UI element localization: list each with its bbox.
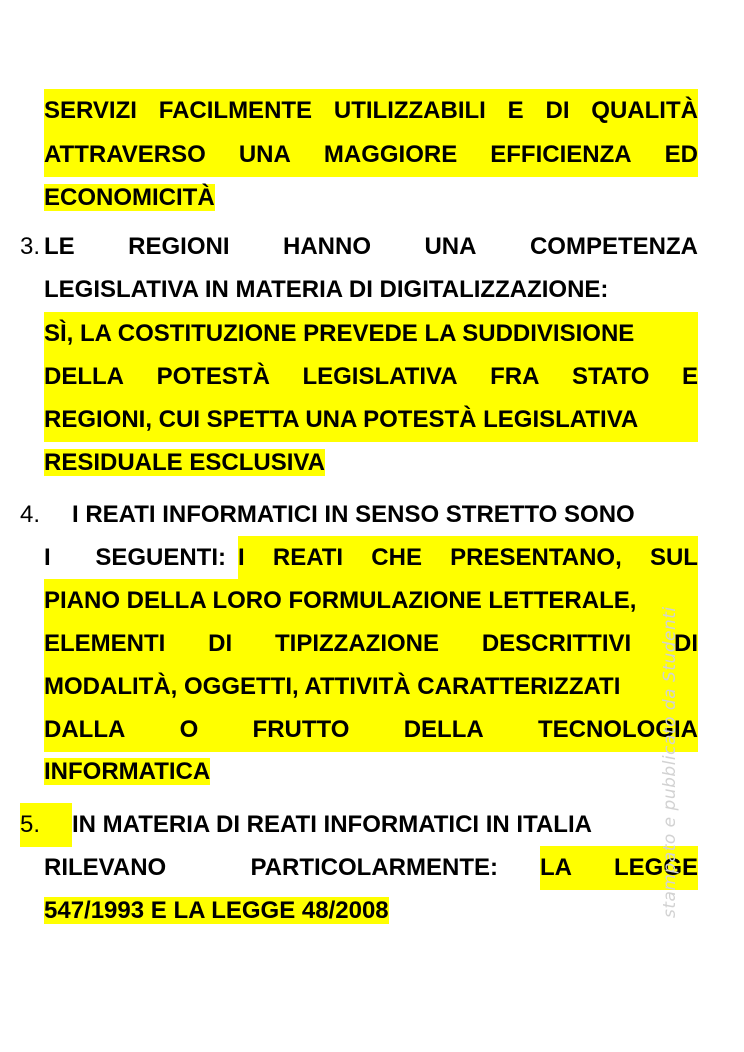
q4-answer-line-4: MODALITÀ, OGGETTI, ATTIVITÀ CARATTERIZZATI: [44, 665, 698, 709]
q4-answer-line-3: ELEMENTI DI TIPIZZAZIONE DESCRITTIVI DI: [44, 622, 698, 666]
q3-question-line-2: LEGISLATIVA IN MATERIA DI DIGITALIZZAZIONE:: [44, 276, 609, 303]
q4-answer-line-6: INFORMATICA: [44, 758, 211, 785]
item-number-5: 5.: [20, 803, 72, 847]
q3-answer-line-4: RESIDUALE ESCLUSIVA: [44, 449, 325, 476]
item-number-4: 4.: [20, 501, 41, 528]
watermark: stampato e pubblicato da Studenti: [660, 606, 680, 918]
q5-mixed-line: [44, 846, 698, 890]
intro-line-1: SERVIZI FACILMENTE UTILIZZABILI E DI QUALITÀ: [44, 89, 698, 133]
q4-question-line-1: I REATI INFORMATICI IN SENSO STRETTO SONO: [72, 501, 635, 528]
q4-answer-line-1: I REATI CHE PRESENTANO, SUL: [238, 536, 698, 580]
intro-line-2: ATTRAVERSO UNA MAGGIORE EFFICIENZA ED: [44, 133, 698, 177]
q5-question-line-2: RILEVANO PARTICOLARMENTE:: [44, 854, 498, 881]
q3-answer-line-1: SÌ, LA COSTITUZIONE PREVEDE LA SUDDIVISIONE: [44, 312, 698, 356]
intro-line-3: ECONOMICITÀ: [44, 184, 215, 211]
q4-answer-line-5: DALLA O FRUTTO DELLA TECNOLOGIA: [44, 708, 698, 752]
q4-question-line-2: I SEGUENTI:: [44, 544, 226, 571]
q3-answer-line-2: DELLA POTESTÀ LEGISLATIVA FRA STATO E: [44, 355, 698, 399]
q3-question-line-1: LE REGIONI HANNO UNA COMPETENZA: [44, 233, 698, 260]
q4-mixed-line: [44, 536, 698, 580]
q5-answer-line-2: 547/1993 E LA LEGGE 48/2008: [44, 897, 389, 924]
q5-question-line-1: IN MATERIA DI REATI INFORMATICI IN ITALIA: [72, 811, 592, 838]
q5-answer-line-1: LA LEGGE: [540, 846, 698, 890]
q3-answer-line-3: REGIONI, CUI SPETTA UNA POTESTÀ LEGISLATIVA: [44, 398, 698, 442]
item-number-3: 3.: [20, 233, 41, 260]
q4-answer-line-2: PIANO DELLA LORO FORMULAZIONE LETTERALE,: [44, 579, 698, 623]
